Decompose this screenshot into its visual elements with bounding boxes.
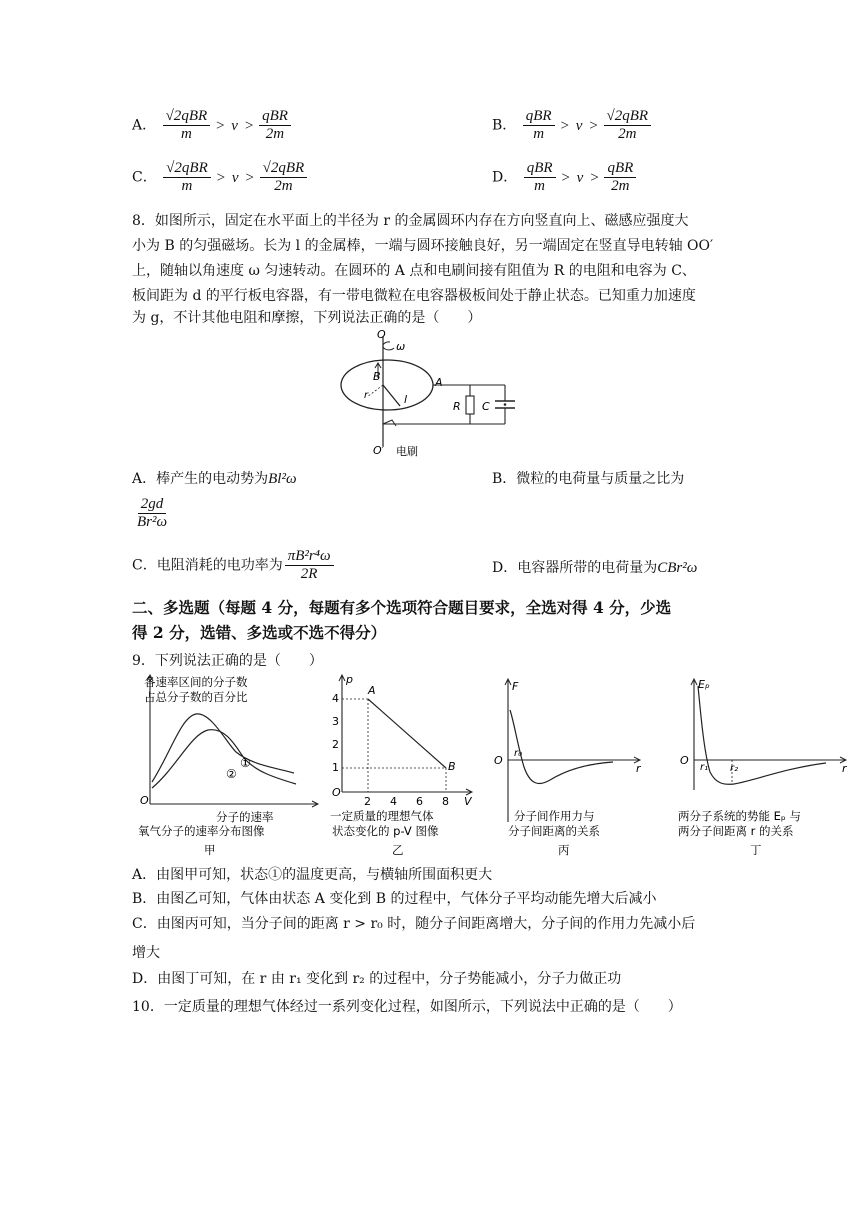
- yi-xtick-6: 6: [416, 795, 423, 808]
- label-r-radius: r: [364, 390, 369, 401]
- ding-origin: O: [680, 754, 689, 767]
- q9-option-c-line-2: 增大: [132, 945, 160, 961]
- q7-option-a: A． $\frac{\text{√2qBR}}{m}$ > v > $\frac{\text{qBR}}{2m}$: [132, 108, 293, 143]
- q8-line-3: 上，随轴以角速度 ω 匀速转动。在圆环的 A 点和电刷间接有阻值为 R 的电阻和电容为 C、: [132, 263, 696, 279]
- q9-option-a: A．由图甲可知，状态①的温度更高，与横轴所围面积更大: [132, 867, 493, 883]
- label-capacitor: C: [482, 400, 490, 413]
- jia-x-label: 分子的速率: [216, 810, 274, 824]
- resistor: [466, 396, 474, 414]
- yi-caption-1: 一定质量的理想气体: [330, 809, 434, 823]
- label-brush: 电刷: [396, 445, 418, 458]
- q8-option-a: A．棒产生的电动势为Bl²ω: [132, 471, 297, 487]
- q9-figure-jia: [136, 672, 322, 862]
- ding-caption-1: 两分子系统的势能 Eₚ 与: [678, 809, 802, 823]
- ding-r1-label: r₁: [700, 762, 709, 773]
- section-2-heading-line-1: 二、多选题（每题 4 分，每题有多个选项符合题目要求，全选对得 4 分，少选: [132, 598, 672, 617]
- bing-force-curve: [510, 710, 613, 784]
- section-2-heading-line-2: 得 2 分，选错、多选或不选不得分）: [132, 623, 387, 642]
- ding-caption-2: 两分子间距离 r 的关系: [678, 824, 794, 838]
- label-a: A: [435, 376, 443, 389]
- q10-stem: 10．一定质量的理想气体经过一系列变化过程，如图所示，下列说法中正确的是（ ）: [132, 999, 682, 1015]
- yi-p-label: p: [346, 673, 353, 686]
- ding-figure-label: 丁: [750, 843, 762, 857]
- q7-d-right-fraction: $\frac{\text{qBR}}{2m}$: [604, 160, 636, 195]
- q8-line-1: 8．如图所示，固定在水平面上的半径为 r 的金属圆环内存在方向竖直向上、磁感应强度大: [132, 213, 689, 229]
- label-b: B: [373, 370, 381, 383]
- q8-line-5: 为 g，不计其他电阻和摩擦，下列说法正确的是（ ）: [132, 310, 482, 326]
- label-l: l: [404, 393, 408, 406]
- bing-caption-1: 分子间作用力与: [514, 809, 595, 823]
- q8-option-b: B．微粒的电荷量与质量之比为: [492, 471, 685, 487]
- ding-r-label: r: [842, 762, 847, 775]
- q7-a-right-fraction: $\frac{\text{qBR}}{2m}$: [259, 108, 291, 143]
- yi-ytick-1: 1: [332, 761, 339, 774]
- charged-particle: [504, 403, 507, 406]
- jia-y-label-2: 占总分子数的百分比: [144, 690, 248, 704]
- bing-f-label: F: [512, 680, 519, 693]
- yi-xtick-2: 2: [364, 795, 371, 808]
- bing-origin: O: [494, 754, 503, 767]
- q9-figure-bing: [488, 672, 648, 862]
- jia-caption: 氧气分子的速率分布图像: [138, 824, 265, 838]
- q8-option-b-fraction: $\frac{2gd}{\text{Br²ω}}$: [137, 496, 168, 530]
- yi-origin: O: [332, 786, 341, 799]
- q9-figure-ding: [676, 672, 856, 862]
- q8-ring-circuit-figure: [340, 328, 530, 463]
- jia-y-label-1: 各速率区间的分子数: [144, 675, 248, 689]
- jia-state-2-label: ②: [226, 767, 237, 781]
- metal-ring: [341, 360, 433, 410]
- bing-figure-label: 丙: [558, 843, 570, 857]
- yi-xtick-4: 4: [390, 795, 397, 808]
- q9-option-b: B．由图乙可知，气体由状态 A 变化到 B 的过程中，气体分子平均动能先增大后减小: [132, 891, 657, 907]
- label-omega: ω: [396, 340, 406, 353]
- yi-ytick-3: 3: [332, 715, 339, 728]
- yi-state-a: A: [368, 684, 376, 697]
- rotation-arrow-icon: [383, 342, 394, 350]
- q7-b-left-fraction: $\frac{\text{qBR}}{m}$: [523, 108, 555, 143]
- jia-curve-2: [152, 714, 294, 782]
- jia-origin: O: [140, 794, 149, 807]
- label-resistor: R: [453, 400, 461, 413]
- bing-r-label: r: [636, 762, 641, 775]
- yi-ytick-4: 4: [332, 692, 339, 705]
- ding-potential-curve: [698, 686, 826, 784]
- yi-v-label: V: [464, 795, 472, 808]
- ding-ep-label: Eₚ: [698, 678, 710, 691]
- label-o-prime: O′: [373, 444, 385, 457]
- q8-option-c: C．电阻消耗的电功率为 $\frac{\text{πB²r⁴ω}}{2R}$: [132, 548, 336, 583]
- q7-d-left-fraction: $\frac{\text{qBR}}{m}$: [524, 160, 556, 195]
- jia-figure-label: 甲: [204, 843, 216, 857]
- radius-line: [367, 385, 383, 397]
- q7-option-b: B． $\frac{\text{qBR}}{m}$ > v > $\frac{\text{√2qBR}}{2m}$: [492, 108, 653, 143]
- q7-option-d: D． $\frac{\text{qBR}}{m}$ > v > $\frac{\text{qBR}}{2m}$: [492, 160, 638, 195]
- q8-option-d: D．电容器所带的电荷量为CBr²ω: [492, 560, 698, 576]
- q9-option-d: D．由图丁可知，在 r 由 r₁ 变化到 r₂ 的过程中，分子势能减小，分子力做正功: [132, 971, 622, 987]
- yi-process-line: [368, 699, 446, 768]
- q9-option-c-line-1: C．由图丙可知，当分子间的距离 r > r₀ 时，随分子间距离增大，分子间的作用力先减小后: [132, 916, 696, 932]
- yi-figure-label: 乙: [392, 843, 404, 857]
- bing-caption-2: 分子间距离的关系: [508, 824, 600, 838]
- label-o: O: [377, 328, 386, 341]
- metal-rod: [383, 385, 400, 406]
- q8-line-2: 小为 B 的匀强磁场。长为 l 的金属棒，一端与圆环接触良好，另一端固定在竖直导电转轴 OO′: [132, 238, 714, 254]
- brush: [383, 420, 396, 426]
- yi-xtick-8: 8: [442, 795, 449, 808]
- q7-c-left-fraction: $\frac{\text{√2qBR}}{m}$: [163, 160, 211, 195]
- jia-state-1-label: ①: [240, 756, 251, 770]
- ding-r2-label: r₂: [730, 763, 739, 774]
- jia-curve-1: [152, 730, 296, 788]
- yi-state-b: B: [448, 760, 456, 773]
- q7-a-left-fraction: $\frac{\text{√2qBR}}{m}$: [163, 108, 211, 143]
- q9-stem: 9．下列说法正确的是（ ）: [132, 653, 323, 669]
- q8-line-4: 板间距为 d 的平行板电容器，有一带电微粒在电容器极板间处于静止状态。已知重力加速度: [132, 288, 696, 304]
- q7-option-c: C． $\frac{\text{√2qBR}}{m}$ > v > $\frac{\text{√2qBR}}{2m}$: [132, 160, 309, 195]
- yi-ytick-2: 2: [332, 738, 339, 751]
- q7-c-right-fraction: $\frac{\text{√2qBR}}{2m}$: [260, 160, 308, 195]
- q9-figure-yi: [328, 672, 478, 862]
- bing-r0-label: r₀: [514, 748, 523, 759]
- q7-b-right-fraction: $\frac{\text{√2qBR}}{2m}$: [604, 108, 652, 143]
- yi-caption-2: 状态变化的 p-V 图像: [332, 824, 439, 838]
